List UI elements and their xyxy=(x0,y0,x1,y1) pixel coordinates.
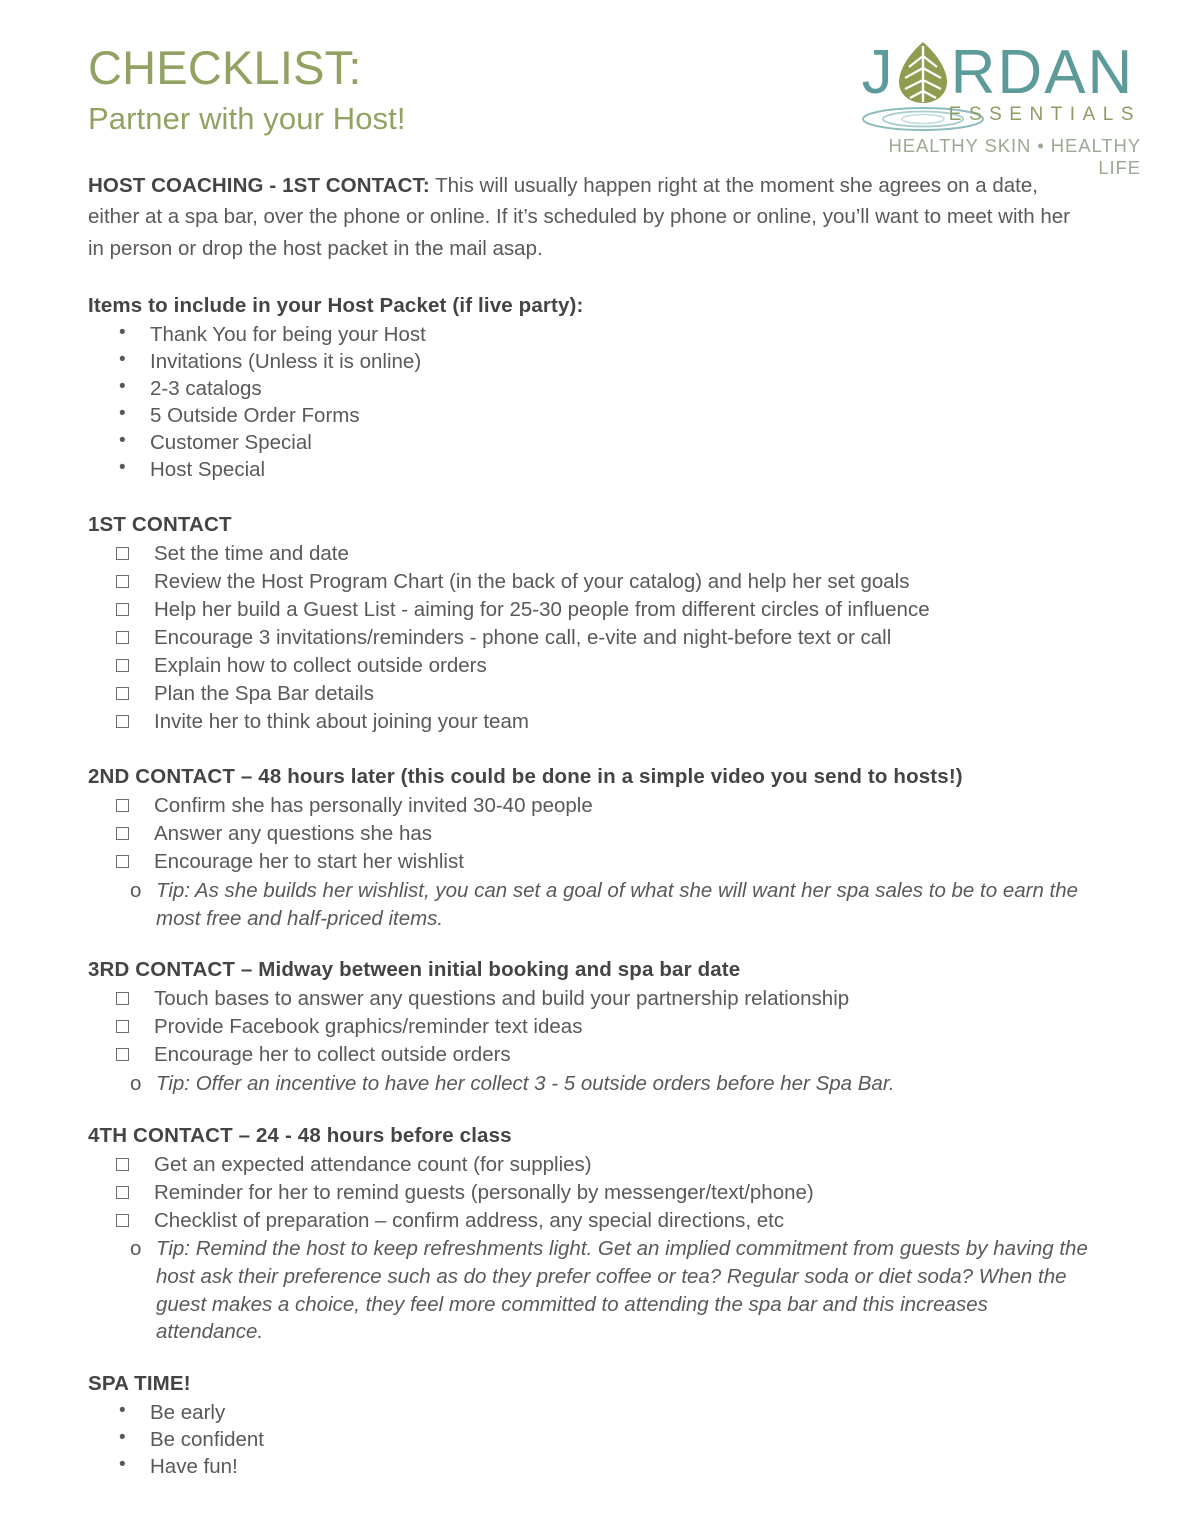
jordan-essentials-logo xyxy=(853,38,1143,178)
checkbox-icon[interactable] xyxy=(116,1020,129,1033)
list-item: • Be early xyxy=(110,1399,1099,1426)
checkbox-icon[interactable] xyxy=(116,631,129,644)
checklist-item-label: Review the Host Program Chart (in the back of your catalog) and help her set goals xyxy=(154,570,910,594)
checklist-item[interactable] xyxy=(110,624,1099,652)
section-4th-contact xyxy=(88,1124,1099,1346)
checkbox-icon[interactable] xyxy=(116,827,129,840)
logo-letters-rdan: RDAN xyxy=(950,38,1135,107)
spacer xyxy=(88,932,1099,958)
spatime-list xyxy=(88,1399,1099,1480)
checklist-item[interactable] xyxy=(110,568,1099,596)
intro-paragraph xyxy=(88,170,1073,264)
spatime-heading: SPA TIME! xyxy=(88,1372,191,1396)
logo-letter-j: J xyxy=(861,38,895,107)
checklist-item[interactable] xyxy=(110,652,1099,680)
checklist-item[interactable] xyxy=(110,1013,1099,1041)
list-item: • Customer Special xyxy=(110,429,1099,456)
spacer xyxy=(88,735,1099,765)
section-3rd-contact xyxy=(88,958,1099,1097)
list-item: • Have fun! xyxy=(110,1453,1099,1480)
host-packet-list xyxy=(88,321,1099,483)
contact1-heading: 1ST CONTACT xyxy=(88,513,232,537)
checklist-item[interactable] xyxy=(110,540,1099,568)
checklist-item-label: Plan the Spa Bar details xyxy=(154,681,374,705)
checklist-item[interactable] xyxy=(110,985,1099,1013)
checklist-item[interactable] xyxy=(110,708,1099,736)
tip-text: Tip: Offer an incentive to have her collect 3 - 5 outside orders before her Spa Bar. xyxy=(156,1072,895,1096)
tip-marker: o xyxy=(130,1237,142,1261)
checklist-item[interactable] xyxy=(110,1151,1099,1179)
tip-marker: o xyxy=(130,879,142,903)
checklist-item-label: Provide Facebook graphics/reminder text ideas xyxy=(154,1015,583,1039)
section-2nd-contact xyxy=(88,765,1099,932)
checklist-item-label: Encourage her to start her wishlist xyxy=(154,850,464,874)
checklist-item-label: Explain how to collect outside orders xyxy=(154,653,487,677)
intro-body-text: This will usually happen right at the moment she agrees on a date, either at a spa bar, over the phone or online. If it’s scheduled by phone or online, you’ll want to meet with her in person or drop the host packet in the mail asap. xyxy=(88,174,1070,260)
document-body xyxy=(0,170,1187,1480)
checklist-item-label: Answer any questions she has xyxy=(154,822,433,846)
logo-word-jordan xyxy=(861,38,1135,107)
checkbox-icon[interactable] xyxy=(116,1158,129,1171)
checklist-item[interactable] xyxy=(110,848,1099,876)
checklist-item[interactable] xyxy=(110,820,1099,848)
list-item: • 2-3 catalogs xyxy=(110,375,1099,402)
tip-marker: o xyxy=(130,1072,142,1096)
contact2-checklist xyxy=(88,792,1099,876)
checklist-item-label: Confirm she has personally invited 30-40 people xyxy=(154,794,593,818)
checkbox-icon[interactable] xyxy=(116,575,129,588)
tip-text: Tip: As she builds her wishlist, you can set a goal of what she will want her spa sales to be to earn the most free and half-priced items. xyxy=(156,879,1079,930)
document-header xyxy=(0,0,1187,178)
section-host-packet xyxy=(88,294,1099,483)
list-item: • Be confident xyxy=(110,1426,1099,1453)
contact2-heading: 2ND CONTACT – 48 hours later (this could be done in a simple video you send to hosts!) xyxy=(88,765,963,789)
checklist-item-label: Invite her to think about joining your team xyxy=(154,709,529,733)
page-subtitle: Partner with your Host! xyxy=(88,100,406,136)
intro-lead-label: HOST COACHING - 1ST CONTACT: xyxy=(88,174,430,197)
contact1-checklist xyxy=(88,540,1099,735)
checklist-item[interactable] xyxy=(110,1041,1099,1069)
list-item: • 5 Outside Order Forms xyxy=(110,402,1099,429)
checklist-item-label: Set the time and date xyxy=(154,542,349,566)
contact4-checklist xyxy=(88,1151,1099,1235)
checklist-item-label: Get an expected attendance count (for supplies) xyxy=(154,1152,592,1176)
checklist-item-label: Checklist of preparation – confirm address, any special directions, etc xyxy=(154,1208,785,1232)
checklist-item-label: Help her build a Guest List - aiming for 25-30 people from different circles of influence xyxy=(154,598,930,622)
host-packet-heading: Items to include in your Host Packet (if live party): xyxy=(88,294,584,318)
checkbox-icon[interactable] xyxy=(116,1048,129,1061)
tip-text: Tip: Remind the host to keep refreshments light. Get an implied commitment from guests by having the host ask their preference such as do they prefer coffee or tea? Regular soda or diet soda? When the guest makes a choice, they feel more committed to attending the spa bar and this increases attendance. xyxy=(156,1237,1088,1344)
checklist-item[interactable] xyxy=(110,680,1099,708)
checklist-item-label: Touch bases to answer any questions and build your partnership relationship xyxy=(154,987,850,1011)
contact3-tip xyxy=(88,1070,1099,1098)
list-item: • Thank You for being your Host xyxy=(110,321,1099,348)
page-title: CHECKLIST: xyxy=(88,41,362,94)
contact3-checklist xyxy=(88,985,1099,1069)
checkbox-icon[interactable] xyxy=(116,799,129,812)
title-block xyxy=(88,38,406,139)
spacer xyxy=(88,483,1099,513)
checkbox-icon[interactable] xyxy=(116,715,129,728)
list-item: • Invitations (Unless it is online) xyxy=(110,348,1099,375)
checklist-item-label: Encourage 3 invitations/reminders - phone call, e-vite and night-before text or call xyxy=(154,625,892,649)
checkbox-icon[interactable] xyxy=(116,855,129,868)
checkbox-icon[interactable] xyxy=(116,1186,129,1199)
logo-tagline: HEALTHY SKIN • HEALTHY LIFE xyxy=(888,135,1141,178)
list-item: • Host Special xyxy=(110,456,1099,483)
checklist-item[interactable] xyxy=(110,792,1099,820)
contact2-tip xyxy=(88,877,1099,932)
checkbox-icon[interactable] xyxy=(116,992,129,1005)
contact3-heading: 3RD CONTACT – Midway between initial booking and spa bar date xyxy=(88,958,741,982)
spacer xyxy=(88,1098,1099,1124)
checklist-item-label: Reminder for her to remind guests (personally by messenger/text/phone) xyxy=(154,1180,814,1204)
checklist-item[interactable] xyxy=(110,1207,1099,1235)
checkbox-icon[interactable] xyxy=(116,687,129,700)
checkbox-icon[interactable] xyxy=(116,659,129,672)
checkbox-icon[interactable] xyxy=(116,547,129,560)
contact4-heading: 4TH CONTACT – 24 - 48 hours before class xyxy=(88,1123,512,1147)
checklist-item[interactable] xyxy=(110,1179,1099,1207)
checkbox-icon[interactable] xyxy=(116,1214,129,1227)
spacer xyxy=(88,1346,1099,1372)
logo-essentials-row xyxy=(853,104,1143,126)
logo-essentials-text: ESSENTIALS xyxy=(948,104,1141,125)
section-spa-time xyxy=(88,1372,1099,1480)
contact4-tip xyxy=(88,1235,1099,1346)
checklist-item[interactable] xyxy=(110,596,1099,624)
leaf-icon xyxy=(895,42,951,104)
checklist-item-label: Encourage her to collect outside orders xyxy=(154,1043,511,1067)
checkbox-icon[interactable] xyxy=(116,603,129,616)
section-1st-contact xyxy=(88,513,1099,735)
